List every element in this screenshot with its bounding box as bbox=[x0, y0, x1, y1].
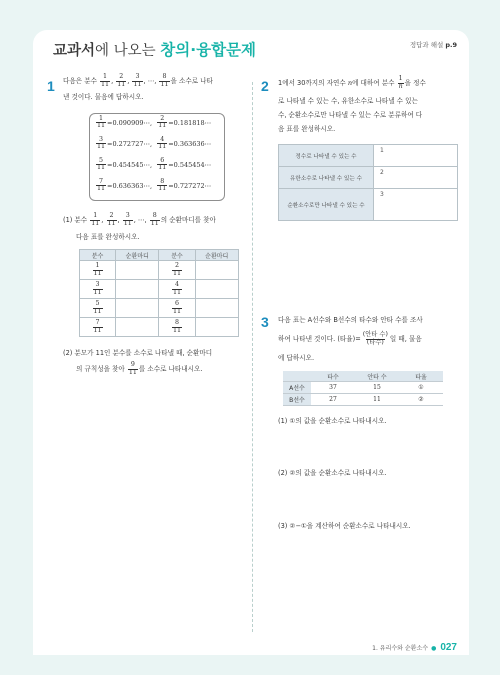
decimal-row: $\frac{7}{11}$ =0.636363⋯, $\frac{8}{11}$ =0.727272⋯ bbox=[97, 178, 212, 193]
q3-subquestion-1: (1) ①의 값을 순환소수로 나타내시오. bbox=[278, 417, 387, 425]
page-number: 027 bbox=[440, 642, 457, 653]
table-row: $\frac{3}{11}$ $\frac{4}{11}$ bbox=[80, 280, 239, 299]
col-fraction-2: 분수 bbox=[159, 250, 195, 261]
q1-subquestion-2-line2: 의 규칙성을 찾아 $\frac{9}{11}$ 를 소수로 나타내시오. bbox=[76, 361, 203, 376]
answer-cell[interactable] bbox=[195, 299, 238, 318]
table-row: B선수 27 11 ② bbox=[283, 394, 443, 406]
page-title bbox=[53, 38, 256, 58]
answer-cell[interactable] bbox=[116, 318, 159, 337]
table-row: 순환소수로만 나타낼 수 있는 수 3 bbox=[279, 189, 458, 221]
question-2-text: 1에서 30까지의 자연수 n에 대하여 분수 $\frac{1}{n}$ 을 정수 bbox=[278, 75, 426, 90]
title-mid: 에 나오는 bbox=[95, 43, 161, 59]
column-divider bbox=[252, 82, 253, 632]
batting-table bbox=[283, 371, 443, 406]
question-3-line2: 하여 나타낸 것이다. (타율)= $\frac{\text{(안타 수)}}{\text{(타수)}}$ 일 때, 물음 bbox=[278, 331, 422, 346]
table-row: $\frac{1}{11}$ $\frac{2}{11}$ bbox=[80, 261, 239, 280]
answer-cell[interactable] bbox=[195, 261, 238, 280]
col-fraction-1: 분수 bbox=[80, 250, 116, 261]
question-3-line1: 다음 표는 A선수와 B선수의 타수와 안타 수를 조사 bbox=[278, 316, 423, 324]
table-row: 유한소수로 나타낼 수 있는 수 2 bbox=[279, 167, 458, 189]
answer-cell[interactable] bbox=[116, 261, 159, 280]
q1-subquestion-1-line2: 다음 표를 완성하시오. bbox=[76, 233, 140, 241]
question-2-number: 2 bbox=[261, 78, 269, 94]
answer-cell[interactable] bbox=[195, 280, 238, 299]
answer-cell[interactable]: 1 bbox=[374, 145, 458, 167]
col-at-bats: 타수 bbox=[311, 371, 355, 382]
table-row: A선수 37 15 ① bbox=[283, 382, 443, 394]
decimal-row: $\frac{5}{11}$ =0.454545⋯, $\frac{6}{11}$ =0.545454⋯ bbox=[97, 157, 212, 172]
question-3-line3: 에 답하시오. bbox=[278, 354, 315, 362]
col-cycle-1: 순환마디 bbox=[116, 250, 159, 261]
question-2-line2: 로 나타낼 수 있는 수, 유한소수로 나타낼 수 있는 bbox=[278, 97, 418, 105]
section-title: 1. 유리수와 순환소수 bbox=[372, 645, 429, 652]
answer-reference: 정답과 해설 p.9 bbox=[409, 41, 457, 49]
worksheet-page bbox=[33, 30, 469, 655]
question-2-line3: 수, 순환소수로만 나타낼 수 있는 수로 분류하여 다 bbox=[278, 111, 423, 119]
col-average: 타율 bbox=[399, 371, 443, 382]
question-2-line4: 음 표를 완성하시오. bbox=[278, 125, 336, 133]
answer-cell[interactable] bbox=[116, 299, 159, 318]
page-footer: 1. 유리수와 순환소수 ● 027 bbox=[372, 642, 457, 653]
answer-cell[interactable] bbox=[195, 318, 238, 337]
answer-cell[interactable] bbox=[116, 280, 159, 299]
title-bold: 교과서 bbox=[53, 43, 96, 59]
q3-subquestion-2: (2) ②의 값을 순환소수로 나타내시오. bbox=[278, 469, 387, 477]
col-hits: 안타 수 bbox=[355, 371, 399, 382]
table-row: 정수로 나타낼 수 있는 수 1 bbox=[279, 145, 458, 167]
question-1-number: 1 bbox=[47, 78, 55, 94]
decimal-row: $\frac{3}{11}$ =0.272727⋯, $\frac{4}{11}$ =0.363636⋯ bbox=[97, 136, 212, 151]
table-row: $\frac{7}{11}$ $\frac{8}{11}$ bbox=[80, 318, 239, 337]
q1-subquestion-1: (1) 분수 $\frac{1}{11}$ , $\frac{2}{11}$ , $\frac{3}{11}$ , ⋯, $\frac{8}{11}$ 의 순환마디를 찾아 bbox=[63, 212, 216, 227]
table-row: $\frac{5}{11}$ $\frac{6}{11}$ bbox=[80, 299, 239, 318]
q3-subquestion-3: (3) ②−①을 계산하여 순환소수로 나타내시오. bbox=[278, 522, 411, 530]
cycle-table bbox=[79, 249, 239, 337]
title-accent: 창의·융합문제 bbox=[160, 41, 257, 59]
answer-cell[interactable]: 3 bbox=[374, 189, 458, 221]
question-3-number: 3 bbox=[261, 314, 269, 330]
q1-subquestion-2: (2) 분모가 11인 분수를 소수로 나타낼 때, 순환마디 bbox=[63, 349, 213, 357]
decimal-row: $\frac{1}{11}$ =0.090909⋯, $\frac{2}{11}$ =0.181818⋯ bbox=[97, 115, 212, 130]
question-1-text: 다음은 분수 $\frac{1}{11}$ , $\frac{2}{11}$ , $\frac{3}{11}$ , ⋯, $\frac{8}{11}$ 을 소수로 나타 bbox=[63, 73, 213, 88]
answer-cell[interactable]: 2 bbox=[374, 167, 458, 189]
classification-table bbox=[278, 144, 458, 221]
col-cycle-2: 순환마디 bbox=[195, 250, 238, 261]
question-1-text-line2: 낸 것이다. 물음에 답하시오. bbox=[63, 93, 144, 101]
